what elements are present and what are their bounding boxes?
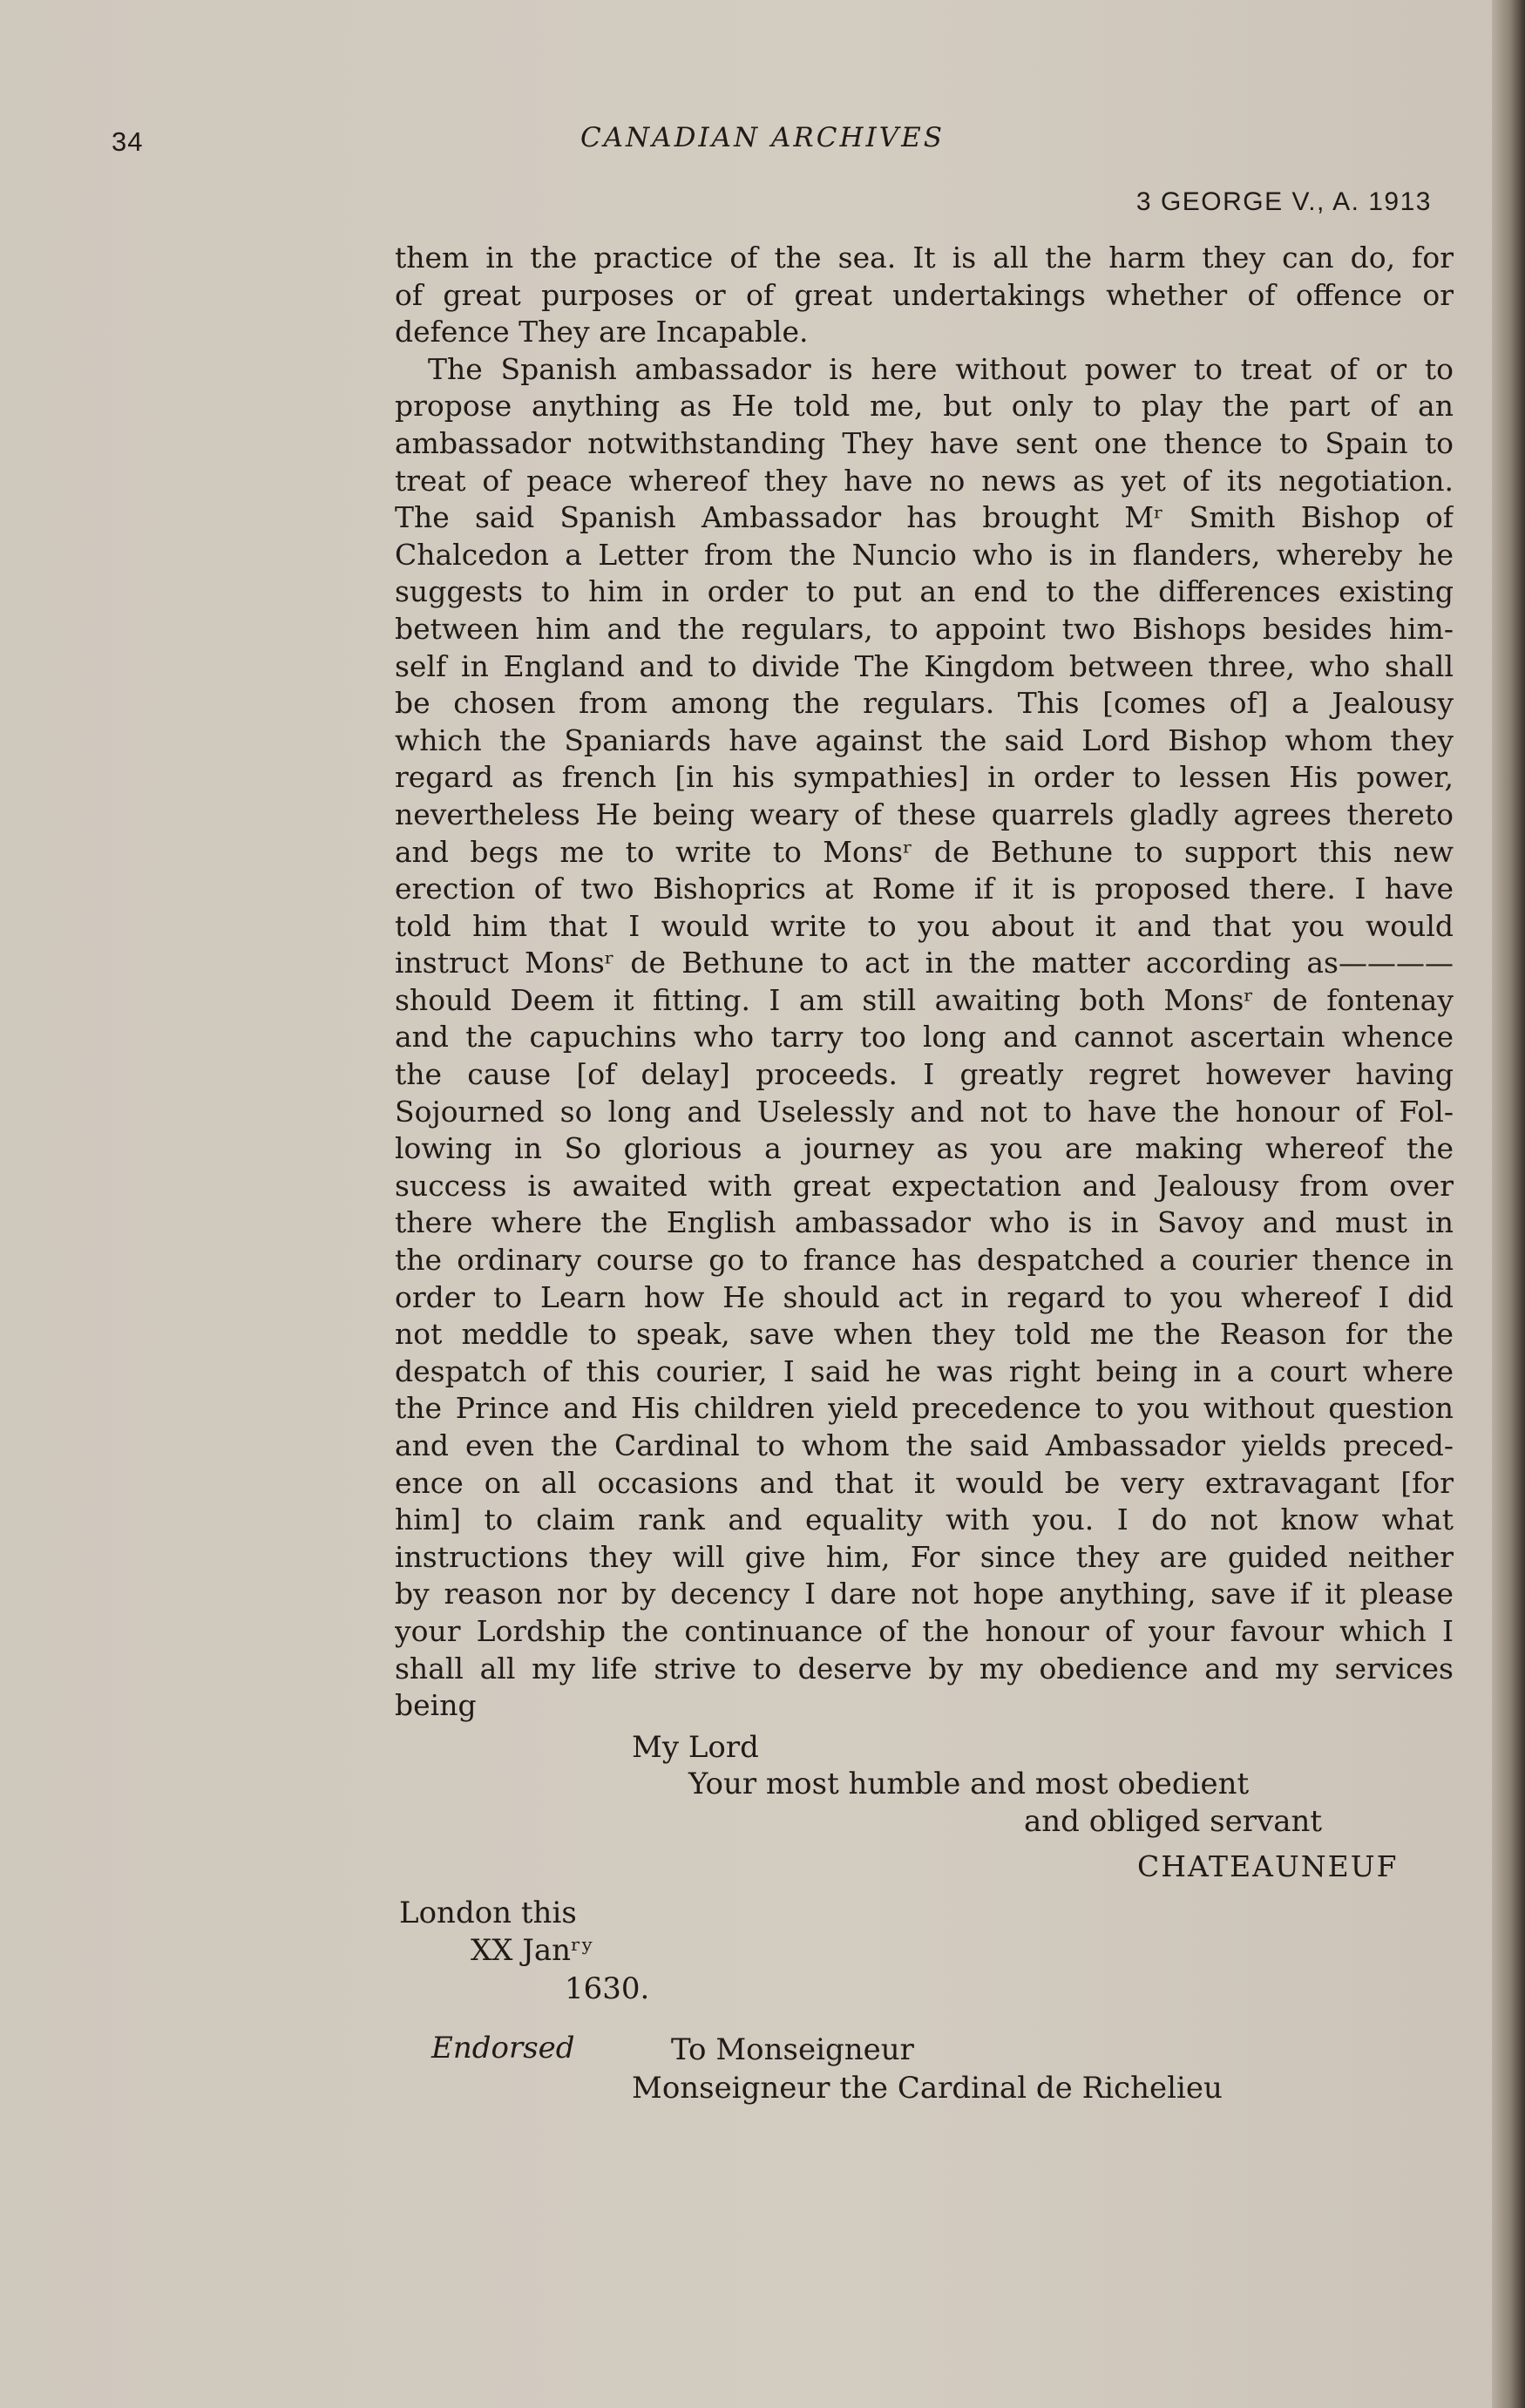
closing-line-1: Your most humble and most obedient xyxy=(688,1767,1250,1801)
body-line: success is awaited with great expectation and Jealousy from over xyxy=(395,1168,1454,1203)
body-line: instructions they will give him, For since they are guided neither xyxy=(395,1539,1454,1574)
body-line: propose anything as He told me, but only to play the part of an xyxy=(395,389,1454,424)
body-line: there where the English ambassador who is in Savoy and must in xyxy=(395,1205,1454,1240)
endorsement-line-2: Monseigneur the Cardinal de Richelieu xyxy=(632,2071,1223,2106)
closing-line-2: and obliged servant xyxy=(1024,1804,1323,1839)
book-spine-shadow xyxy=(1492,0,1525,2408)
dateline-date: XX Janʳʸ xyxy=(471,1933,594,1968)
body-line: being xyxy=(395,1688,477,1723)
signature: CHATEAUNEUF xyxy=(1137,1849,1399,1883)
body-line: nevertheless He being weary of these quarrels gladly agrees thereto xyxy=(395,797,1454,831)
body-line: self in England and to divide The Kingdom between three, who shall xyxy=(395,648,1454,683)
body-line: him] to claim rank and equality with you. I do not know what xyxy=(395,1502,1454,1537)
body-line: order to Learn how He should act in regard to you whereof I did xyxy=(395,1279,1454,1314)
dateline-year: 1630. xyxy=(565,1971,650,2006)
body-line: between him and the regulars, to appoint two Bishops besides him- xyxy=(395,611,1454,646)
body-line: not meddle to speak, save when they told me the Reason for the xyxy=(395,1317,1454,1352)
body-line: regard as french [in his sympathies] in order to lessen His power, xyxy=(395,760,1454,795)
body-line: shall all my life strive to deserve by my obedience and my services xyxy=(395,1651,1454,1686)
body-line: the ordinary course go to france has despatched a courier thence in xyxy=(395,1243,1454,1278)
body-line: and begs me to write to Monsʳ de Bethune to support this new xyxy=(395,834,1454,869)
body-line: defence They are Incapable. xyxy=(395,315,809,349)
body-line: Sojourned so long and Uselessly and not to have the honour of Fol- xyxy=(395,1094,1454,1129)
body-line: by reason nor by decency I dare not hope anything, save if it please xyxy=(395,1577,1454,1611)
body-line: Chalcedon a Letter from the Nuncio who is in flanders, whereby he xyxy=(395,537,1454,572)
page-number: 34 xyxy=(112,126,144,157)
body-line: despatch of this courier, I said he was right being in a court where xyxy=(395,1353,1454,1388)
body-line: treat of peace whereof they have no news as yet of its negotiation. xyxy=(395,463,1454,498)
body-line: be chosen from among the regulars. This [comes of] a Jealousy xyxy=(395,686,1454,721)
body-line: and the capuchins who tarry too long and cannot ascertain whence xyxy=(395,1020,1454,1055)
body-line: The Spanish ambassador is here without power to treat of or to xyxy=(428,351,1454,386)
body-line: your Lordship the continuance of the honour of your favour which I xyxy=(395,1613,1454,1648)
body-line: The said Spanish Ambassador has brought Mʳ Smith Bishop of xyxy=(395,500,1454,535)
body-line: the Prince and His children yield precedence to you without question xyxy=(395,1391,1454,1426)
body-line: the cause [of delay] proceeds. I greatly regret however having xyxy=(395,1057,1454,1092)
body-line: which the Spaniards have against the said Lord Bishop whom they xyxy=(395,722,1454,757)
body-line: them in the practice of the sea. It is all the harm they can do, for xyxy=(395,241,1454,275)
body-line: suggests to him in order to put an end to the differences existing xyxy=(395,574,1454,609)
endorsement-line-1: To Monseigneur xyxy=(671,2032,914,2067)
body-line: and even the Cardinal to whom the said Ambassador yields preced- xyxy=(395,1428,1454,1462)
body-line: told him that I would write to you about it and that you would xyxy=(395,908,1454,943)
body-line: ence on all occasions and that it would be very extravagant [for xyxy=(395,1465,1454,1500)
session-line: 3 GEORGE V., A. 1913 xyxy=(1135,187,1432,216)
body-line: instruct Monsʳ de Bethune to act in the matter according as———— xyxy=(395,946,1454,980)
body-line: lowing in So glorious a journey as you are making whereof the xyxy=(395,1131,1454,1166)
salutation: My Lord xyxy=(632,1730,759,1765)
body-line: erection of two Bishoprics at Rome if it is proposed there. I have xyxy=(395,872,1454,906)
body-line: of great purposes or of great undertakings whether of offence or xyxy=(395,277,1454,312)
body-line: should Deem it fitting. I am still awaiting both Monsʳ de fontenay xyxy=(395,982,1454,1017)
running-head: CANADIAN ARCHIVES xyxy=(580,122,946,153)
endorsed-label: Endorsed xyxy=(431,2031,575,2065)
letter-body xyxy=(395,240,1454,1725)
body-line: ambassador notwithstanding They have sent one thence to Spain to xyxy=(395,425,1454,460)
dateline-place: London this xyxy=(399,1896,577,1930)
